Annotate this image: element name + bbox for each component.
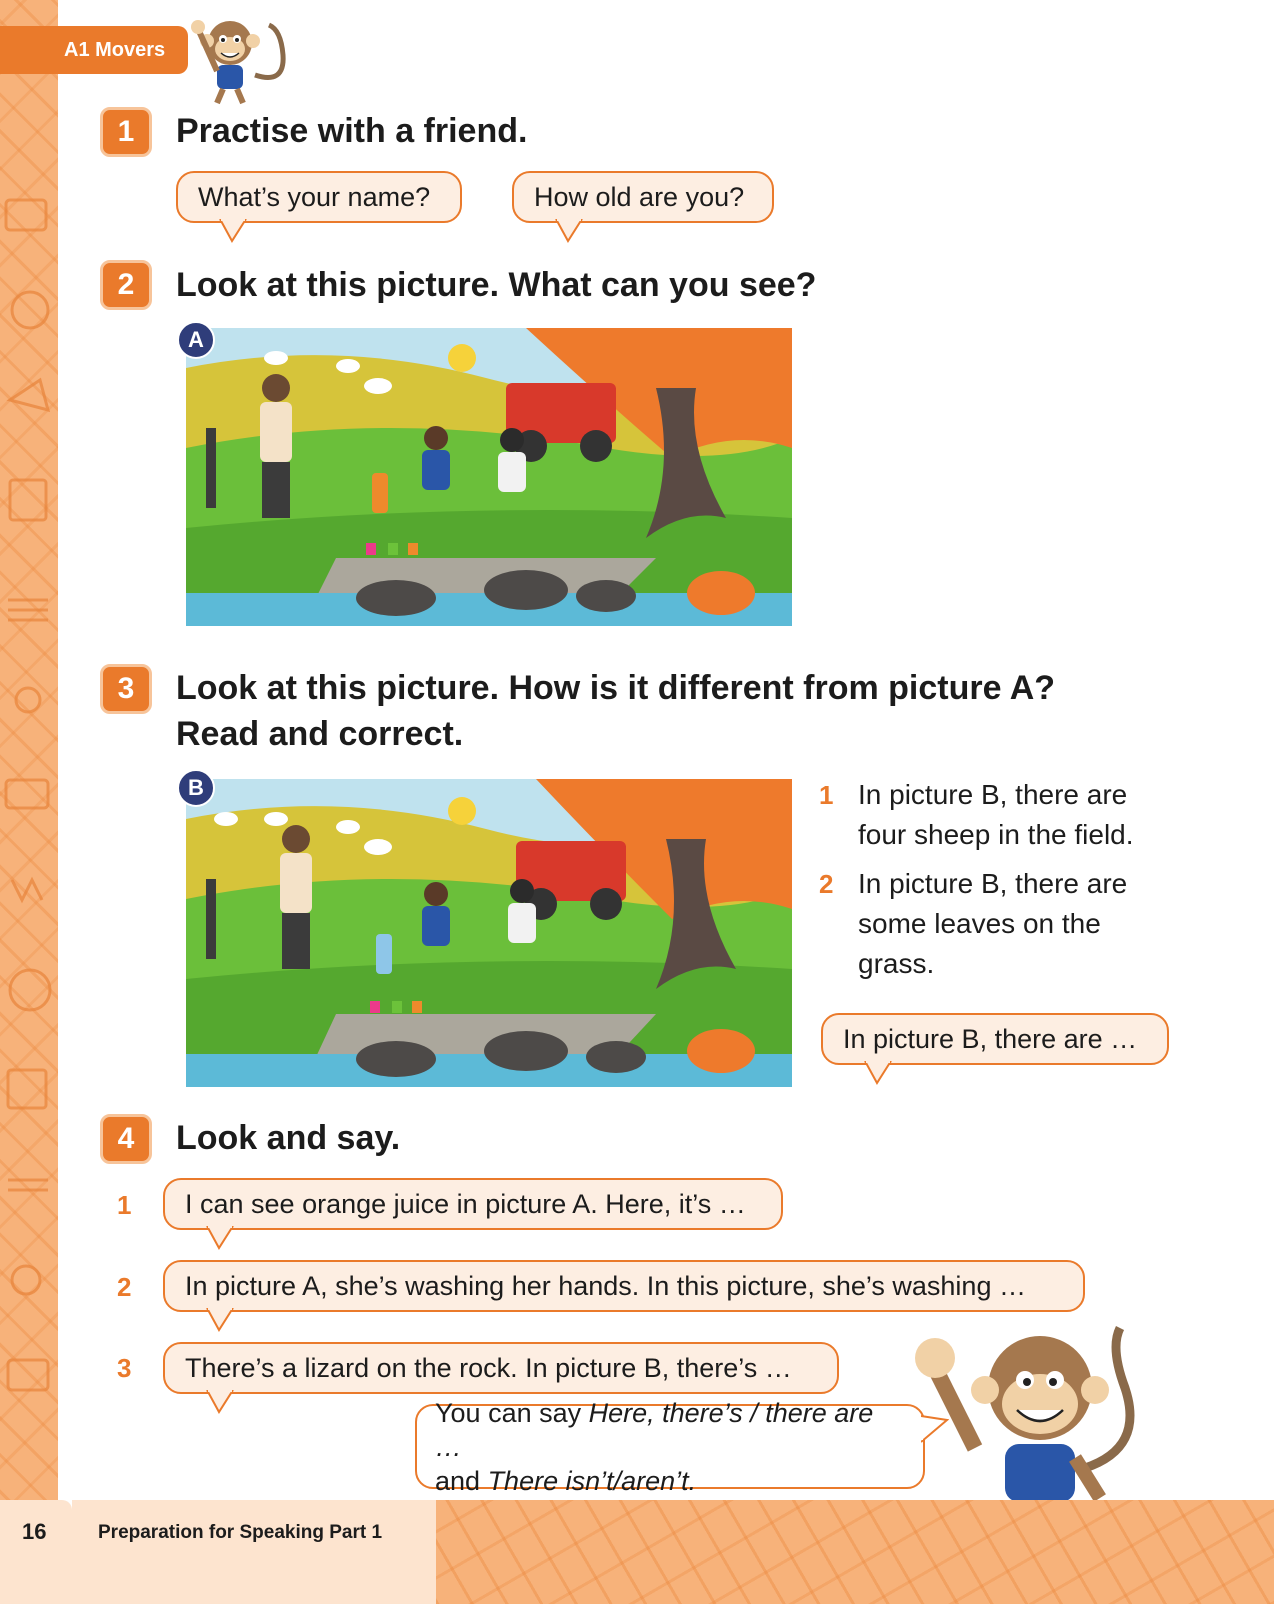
section-1-heading: Practise with a friend. bbox=[176, 112, 528, 150]
tip-part2: and bbox=[435, 1465, 488, 1496]
footer-title: Preparation for Speaking Part 1 bbox=[98, 1522, 383, 1543]
tip-text bbox=[435, 1396, 905, 1498]
tip-italic1: Here, there’s / there are … bbox=[435, 1397, 874, 1462]
bubble-text: How old are you? bbox=[534, 181, 745, 212]
say-3-number: 3 bbox=[117, 1353, 132, 1383]
say-1-number: 1 bbox=[117, 1190, 132, 1220]
tip-bubble bbox=[415, 1397, 925, 1496]
correction-2-line1: In picture B, there are bbox=[858, 868, 1128, 899]
bubble-tail bbox=[205, 1226, 239, 1250]
section-2-heading: Look at this picture. What can you see? bbox=[176, 266, 817, 304]
picture-a bbox=[186, 328, 792, 626]
speech-bubble-say-3 bbox=[163, 1342, 839, 1394]
bubble-tail bbox=[218, 219, 252, 243]
bubble-text: In picture A, she’s washing her hands. In this picture, she’s washing … bbox=[185, 1270, 1026, 1301]
picture-a-label: A bbox=[177, 321, 215, 359]
section-2-number: 2 bbox=[100, 260, 152, 310]
correction-1-number: 1 bbox=[819, 780, 834, 810]
section-4-number: 4 bbox=[100, 1114, 152, 1164]
section-1-number: 1 bbox=[100, 107, 152, 157]
bubble-tail bbox=[554, 219, 588, 243]
correction-2-line2: some leaves on the bbox=[858, 908, 1101, 939]
speech-bubble-name bbox=[176, 171, 462, 223]
tip-italic2: There isn’t/aren’t. bbox=[487, 1465, 697, 1496]
footer-title-box bbox=[72, 1500, 436, 1604]
section-3-heading-line1: Look at this picture. How is it different from picture A? bbox=[176, 669, 1056, 707]
page-number: 16 bbox=[22, 1519, 47, 1544]
correction-2-line3: grass. bbox=[858, 948, 935, 979]
speech-bubble-say-1 bbox=[163, 1178, 783, 1230]
monkey-icon bbox=[185, 5, 295, 105]
bubble-tail bbox=[863, 1061, 897, 1085]
bubble-tail bbox=[205, 1390, 239, 1414]
section-4-heading: Look and say. bbox=[176, 1119, 401, 1157]
speech-bubble-say-2 bbox=[163, 1260, 1085, 1312]
speech-bubble-age bbox=[512, 171, 774, 223]
picnic-scene-a bbox=[186, 328, 792, 626]
bubble-tail bbox=[205, 1308, 239, 1332]
section-3-heading-line2: Read and correct. bbox=[176, 715, 464, 753]
picnic-scene-b bbox=[186, 779, 792, 1087]
say-2-number: 2 bbox=[117, 1272, 132, 1302]
bubble-text: What’s your name? bbox=[198, 181, 431, 212]
correction-1-line2: four sheep in the field. bbox=[858, 819, 1134, 850]
correction-1-line1: In picture B, there are bbox=[858, 779, 1128, 810]
section-3-number: 3 bbox=[100, 664, 152, 714]
doodle-pattern bbox=[0, 140, 58, 1480]
correction-2-number: 2 bbox=[819, 869, 834, 899]
footer-decoration bbox=[436, 1500, 1274, 1604]
bubble-text: I can see orange juice in picture A. Here, it’s … bbox=[185, 1188, 746, 1219]
bubble-text: In picture B, there are … bbox=[843, 1023, 1138, 1054]
speech-bubble-correction bbox=[821, 1013, 1169, 1065]
footer-page-box bbox=[0, 1500, 72, 1604]
picture-b-label: B bbox=[177, 769, 215, 807]
picture-b bbox=[186, 779, 792, 1087]
tip-part1: You can say bbox=[435, 1397, 589, 1428]
side-decoration-strip bbox=[0, 0, 58, 1604]
level-tab: A1 Movers bbox=[0, 26, 188, 74]
bubble-text: There’s a lizard on the rock. In picture B, there’s … bbox=[185, 1352, 792, 1383]
